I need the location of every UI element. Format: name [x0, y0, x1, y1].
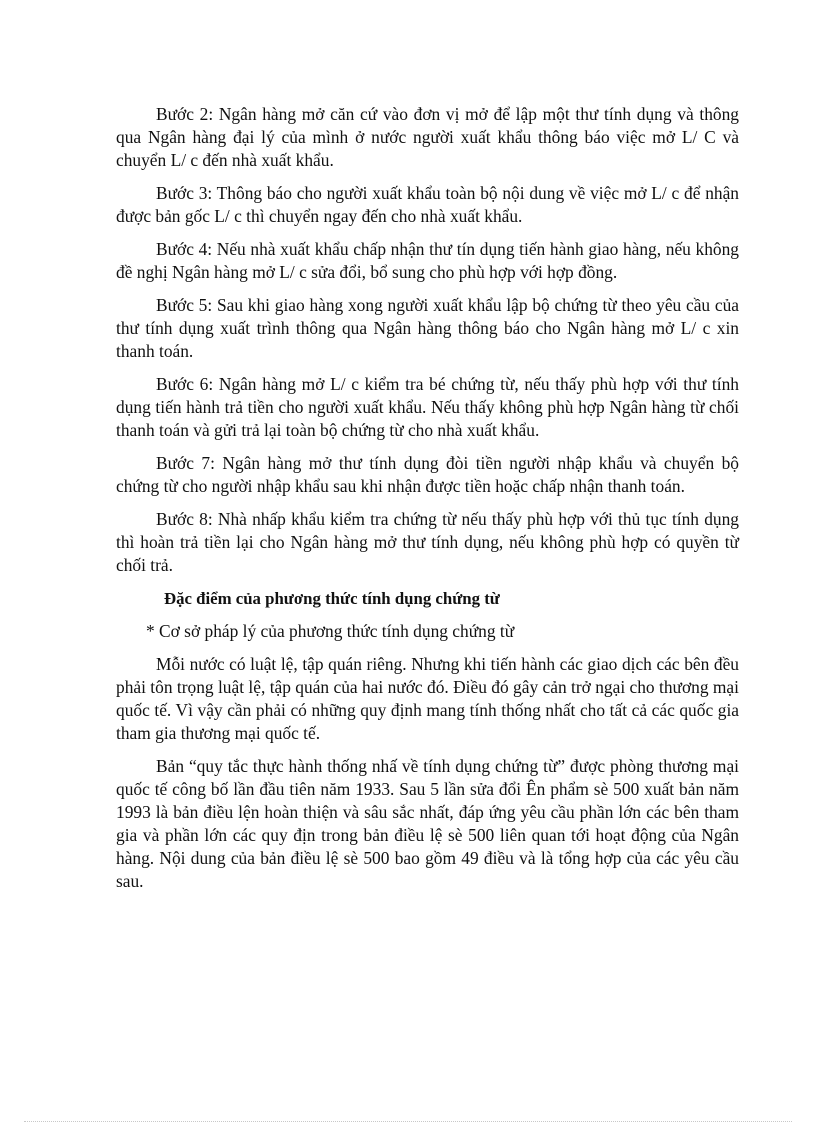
document-body — [116, 103, 739, 903]
paragraph-step-8: Bước 8: Nhà nhấp khẩu kiểm tra chứng từ nếu thấy phù hợp với thủ tục tính dụng thì hoàn trả tiền lại cho Ngân hàng mở thư tính dụng, nếu không phù hợp có quyền từ chối trả. — [116, 509, 739, 575]
paragraph-step-7: Bước 7: Ngân hàng mở thư tính dụng đòi tiền người nhập khẩu và chuyển bộ chứng từ cho người nhập khẩu sau khi nhận được tiền hoặc chấp nhận thanh toán. — [116, 453, 739, 496]
paragraph-ucp-500: Bản “quy tắc thực hành thống nhấ về tính dụng chứng từ” được phòng thương mại quốc tế công bố lần đầu tiên năm 1933. Sau 5 lần sửa đổi Ên phẩm sè 500 xuất bản năm 1993 là bản điều lện hoàn thiện và sâu sắc nhất, đáp ứng yêu cầu phần lớn các bên tham gia và phần lớn các quy địn trong bản điều lệ sè 500 liên quan tới hoạt động của Ngân hàng. Nội dung của bản điều lệ sè 500 bao gồm 49 điều và là tổng hợp của các yêu cầu sau. — [116, 756, 739, 891]
paragraph-step-5: Bước 5: Sau khi giao hàng xong người xuất khẩu lập bộ chứng từ theo yêu cầu của thư tính dụng xuất trình thông qua Ngân hàng thông báo cho Ngân hàng mở L/ c xin thanh toán. — [116, 295, 739, 361]
paragraph-legal-basis: Mỗi nước có luật lệ, tập quán riêng. Nhưng khi tiến hành các giao dịch các bên đều phải tôn trọng luật lệ, tập quán của hai nước đó. Điều đó gây cản trở ngại cho thương mại quốc tế. Vì vậy cần phải có những quy định mang tính thống nhất cho tất cả các quốc gia tham gia thương mại quốc tế. — [116, 654, 739, 743]
paragraph-step-2: Bước 2: Ngân hàng mở căn cứ vào đơn vị mở để lập một thư tính dụng và thông qua Ngân hàng đại lý của mình ở nước người xuất khẩu thông báo việc mở L/ C và chuyển L/ c đến nhà xuất khẩu. — [116, 104, 739, 170]
paragraph-step-3: Bước 3: Thông báo cho người xuất khẩu toàn bộ nội dung về việc mở L/ c để nhận được bản gốc L/ c thì chuyển ngay đến cho nhà xuất khẩu. — [116, 183, 739, 226]
page-bottom-divider — [24, 1121, 792, 1122]
paragraph-step-6: Bước 6: Ngân hàng mở L/ c kiểm tra bé chứng từ, nếu thấy phù hợp với thư tính dụng tiến hành trả tiền cho người xuất khẩu. Nếu thấy không phù hợp Ngân hàng từ chối thanh toán và gửi trả lại toàn bộ chứng từ cho nhà xuất khẩu. — [116, 374, 739, 440]
section-heading: Đặc điểm của phương thức tính dụng chứng từ — [164, 589, 500, 608]
section-subheading: * Cơ sở pháp lý của phương thức tính dụng chứng từ — [146, 621, 515, 641]
paragraph-step-4: Bước 4: Nếu nhà xuất khẩu chấp nhận thư tín dụng tiến hành giao hàng, nếu không đề nghị Ngân hàng mở L/ c sửa đổi, bổ sung cho phù hợp với hợp đồng. — [116, 239, 739, 282]
